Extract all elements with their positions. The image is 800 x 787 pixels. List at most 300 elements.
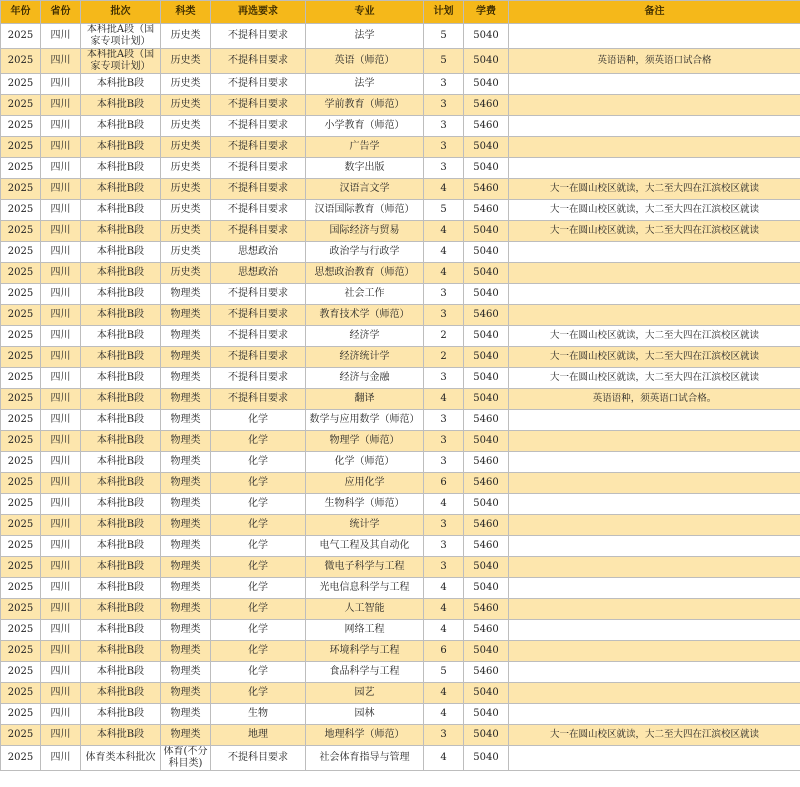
col-tuition-cell: 5460 [464, 305, 509, 326]
col-category-cell: 历史类 [161, 158, 211, 179]
col-year-cell: 2025 [1, 242, 41, 263]
col-province-cell: 四川 [41, 158, 81, 179]
col-notes-cell: 大一在圆山校区就读，大二至大四在江滨校区就读 [509, 725, 800, 746]
col-year-cell: 2025 [1, 95, 41, 116]
col-category-cell: 历史类 [161, 137, 211, 158]
col-category-cell: 物理类 [161, 662, 211, 683]
col-batch-cell: 本科批B段 [81, 95, 161, 116]
col-tuition-cell: 5460 [464, 599, 509, 620]
col-year-cell: 2025 [1, 263, 41, 284]
col-category-cell: 物理类 [161, 641, 211, 662]
col-major-cell: 社会体育指导与管理 [306, 746, 424, 771]
table-row [1, 200, 800, 221]
col-subject-requirement-cell: 不提科目要求 [211, 746, 306, 771]
col-major-cell: 学前教育（师范） [306, 95, 424, 116]
col-category-cell: 物理类 [161, 494, 211, 515]
col-category-cell: 物理类 [161, 725, 211, 746]
col-year-cell: 2025 [1, 221, 41, 242]
col-major-cell: 电气工程及其自动化 [306, 536, 424, 557]
col-plan-cell: 4 [424, 578, 464, 599]
col-plan-cell: 4 [424, 242, 464, 263]
col-year-cell: 2025 [1, 305, 41, 326]
col-subject-requirement-cell: 化学 [211, 536, 306, 557]
col-plan-cell: 3 [424, 95, 464, 116]
col-category-cell: 物理类 [161, 683, 211, 704]
col-batch-cell: 本科批B段 [81, 536, 161, 557]
col-batch-cell: 本科批B段 [81, 431, 161, 452]
col-year-cell: 2025 [1, 389, 41, 410]
table-row [1, 494, 800, 515]
col-notes-cell: 大一在圆山校区就读，大二至大四在江滨校区就读 [509, 179, 800, 200]
col-tuition-cell: 5040 [464, 242, 509, 263]
col-notes-cell: 英语语种，须英语口试合格 [509, 49, 800, 74]
col-batch-cell: 本科批B段 [81, 242, 161, 263]
table-row [1, 242, 800, 263]
table-row [1, 389, 800, 410]
col-plan-cell: 5 [424, 662, 464, 683]
col-batch-cell: 本科批B段 [81, 473, 161, 494]
col-province-cell: 四川 [41, 242, 81, 263]
col-notes-cell [509, 746, 800, 771]
col-plan-cell: 3 [424, 368, 464, 389]
col-tuition-cell: 5460 [464, 116, 509, 137]
col-province-cell: 四川 [41, 662, 81, 683]
col-plan-header: 计划 [424, 1, 464, 24]
col-notes-cell: 大一在圆山校区就读，大二至大四在江滨校区就读 [509, 347, 800, 368]
col-year-cell: 2025 [1, 515, 41, 536]
table-row [1, 683, 800, 704]
col-category-cell: 物理类 [161, 536, 211, 557]
col-notes-cell [509, 578, 800, 599]
col-notes-cell: 大一在圆山校区就读，大二至大四在江滨校区就读 [509, 200, 800, 221]
col-province-header: 省份 [41, 1, 81, 24]
col-province-cell: 四川 [41, 410, 81, 431]
col-year-cell: 2025 [1, 347, 41, 368]
col-tuition-cell: 5040 [464, 137, 509, 158]
col-category-cell: 历史类 [161, 74, 211, 95]
col-province-cell: 四川 [41, 116, 81, 137]
col-batch-cell: 本科批B段 [81, 557, 161, 578]
col-province-cell: 四川 [41, 515, 81, 536]
col-category-cell: 历史类 [161, 263, 211, 284]
col-major-cell: 统计学 [306, 515, 424, 536]
col-plan-cell: 5 [424, 49, 464, 74]
col-plan-cell: 3 [424, 410, 464, 431]
col-subject-requirement-cell: 化学 [211, 599, 306, 620]
col-subject-requirement-cell: 不提科目要求 [211, 347, 306, 368]
col-year-cell: 2025 [1, 620, 41, 641]
col-category-header: 科类 [161, 1, 211, 24]
table-row [1, 431, 800, 452]
col-year-cell: 2025 [1, 137, 41, 158]
col-notes-cell [509, 683, 800, 704]
table-row [1, 473, 800, 494]
col-subject-requirement-cell: 化学 [211, 515, 306, 536]
table-row [1, 641, 800, 662]
col-batch-cell: 本科批B段 [81, 137, 161, 158]
col-year-cell: 2025 [1, 578, 41, 599]
col-notes-cell: 大一在圆山校区就读，大二至大四在江滨校区就读 [509, 368, 800, 389]
col-category-cell: 物理类 [161, 284, 211, 305]
col-major-cell: 经济学 [306, 326, 424, 347]
col-subject-requirement-cell: 不提科目要求 [211, 74, 306, 95]
col-notes-cell [509, 284, 800, 305]
col-plan-cell: 2 [424, 347, 464, 368]
col-subject-requirement-cell: 不提科目要求 [211, 305, 306, 326]
col-category-cell: 物理类 [161, 620, 211, 641]
col-category-cell: 历史类 [161, 95, 211, 116]
col-year-cell: 2025 [1, 641, 41, 662]
col-category-cell: 物理类 [161, 452, 211, 473]
col-province-cell: 四川 [41, 347, 81, 368]
col-notes-cell [509, 116, 800, 137]
table-row [1, 263, 800, 284]
col-subject-requirement-cell: 不提科目要求 [211, 49, 306, 74]
col-major-cell: 小学教育（师范） [306, 116, 424, 137]
col-province-cell: 四川 [41, 431, 81, 452]
col-year-cell: 2025 [1, 284, 41, 305]
col-province-cell: 四川 [41, 49, 81, 74]
col-notes-cell [509, 305, 800, 326]
col-notes-cell [509, 24, 800, 49]
col-category-cell: 历史类 [161, 242, 211, 263]
table-row [1, 515, 800, 536]
col-plan-cell: 4 [424, 683, 464, 704]
col-subject-requirement-cell: 化学 [211, 410, 306, 431]
col-province-cell: 四川 [41, 263, 81, 284]
col-category-cell: 物理类 [161, 410, 211, 431]
col-major-cell: 法学 [306, 74, 424, 95]
col-category-cell: 物理类 [161, 431, 211, 452]
col-major-cell: 政治学与行政学 [306, 242, 424, 263]
col-tuition-cell: 5040 [464, 221, 509, 242]
col-category-cell: 物理类 [161, 305, 211, 326]
col-notes-cell [509, 641, 800, 662]
col-subject-requirement-cell: 不提科目要求 [211, 368, 306, 389]
col-batch-cell: 本科批B段 [81, 158, 161, 179]
col-tuition-cell: 5040 [464, 746, 509, 771]
table-row [1, 284, 800, 305]
table-row [1, 746, 800, 771]
col-subject-requirement-cell: 不提科目要求 [211, 158, 306, 179]
col-province-cell: 四川 [41, 725, 81, 746]
col-notes-cell: 英语语种，须英语口试合格。 [509, 389, 800, 410]
col-province-cell: 四川 [41, 284, 81, 305]
col-tuition-cell: 5040 [464, 24, 509, 49]
col-batch-cell: 本科批B段 [81, 347, 161, 368]
col-major-cell: 国际经济与贸易 [306, 221, 424, 242]
col-year-cell: 2025 [1, 536, 41, 557]
col-subject-requirement-cell: 化学 [211, 578, 306, 599]
col-subject-requirement-cell: 不提科目要求 [211, 95, 306, 116]
col-subject-requirement-cell: 生物 [211, 704, 306, 725]
col-batch-cell: 本科批B段 [81, 389, 161, 410]
table-body [1, 24, 800, 771]
table-row [1, 557, 800, 578]
col-batch-cell: 体育类本科批次 [81, 746, 161, 771]
col-major-cell: 地理科学（师范） [306, 725, 424, 746]
col-subject-requirement-cell: 化学 [211, 557, 306, 578]
col-batch-cell: 本科批B段 [81, 599, 161, 620]
col-batch-cell: 本科批B段 [81, 494, 161, 515]
col-batch-cell: 本科批B段 [81, 284, 161, 305]
col-province-cell: 四川 [41, 599, 81, 620]
col-year-header: 年份 [1, 1, 41, 24]
col-category-cell: 物理类 [161, 578, 211, 599]
table-row [1, 95, 800, 116]
table-row [1, 221, 800, 242]
col-subject-requirement-cell: 不提科目要求 [211, 179, 306, 200]
col-plan-cell: 4 [424, 620, 464, 641]
col-category-cell: 物理类 [161, 368, 211, 389]
col-plan-cell: 4 [424, 179, 464, 200]
col-tuition-cell: 5040 [464, 431, 509, 452]
col-category-cell: 物理类 [161, 347, 211, 368]
col-notes-cell [509, 515, 800, 536]
col-category-cell: 物理类 [161, 326, 211, 347]
col-plan-cell: 4 [424, 746, 464, 771]
col-province-cell: 四川 [41, 620, 81, 641]
col-notes-cell [509, 536, 800, 557]
col-batch-cell: 本科批B段 [81, 578, 161, 599]
col-province-cell: 四川 [41, 74, 81, 95]
col-major-cell: 物理学（师范） [306, 431, 424, 452]
col-tuition-cell: 5460 [464, 452, 509, 473]
col-category-cell: 物理类 [161, 704, 211, 725]
col-batch-cell: 本科批B段 [81, 74, 161, 95]
col-subject-requirement-cell: 化学 [211, 452, 306, 473]
col-province-cell: 四川 [41, 368, 81, 389]
col-plan-cell: 4 [424, 263, 464, 284]
col-plan-cell: 4 [424, 704, 464, 725]
col-province-cell: 四川 [41, 578, 81, 599]
col-year-cell: 2025 [1, 431, 41, 452]
col-notes-cell [509, 557, 800, 578]
col-plan-cell: 3 [424, 74, 464, 95]
col-year-cell: 2025 [1, 368, 41, 389]
col-notes-cell: 大一在圆山校区就读，大二至大四在江滨校区就读 [509, 326, 800, 347]
col-batch-cell: 本科批B段 [81, 725, 161, 746]
table-row [1, 137, 800, 158]
col-category-cell: 历史类 [161, 221, 211, 242]
col-major-cell: 汉语言文学 [306, 179, 424, 200]
col-major-cell: 法学 [306, 24, 424, 49]
col-province-cell: 四川 [41, 326, 81, 347]
col-year-cell: 2025 [1, 410, 41, 431]
col-notes-cell [509, 662, 800, 683]
col-major-cell: 园林 [306, 704, 424, 725]
col-year-cell: 2025 [1, 662, 41, 683]
col-batch-cell: 本科批B段 [81, 641, 161, 662]
col-major-cell: 微电子科学与工程 [306, 557, 424, 578]
col-subject-requirement-cell: 思想政治 [211, 263, 306, 284]
col-plan-cell: 6 [424, 641, 464, 662]
col-batch-cell: 本科批B段 [81, 368, 161, 389]
col-province-cell: 四川 [41, 389, 81, 410]
col-tuition-cell: 5460 [464, 179, 509, 200]
col-plan-cell: 4 [424, 599, 464, 620]
col-batch-cell: 本科批B段 [81, 263, 161, 284]
col-category-cell: 体育(不分科目类) [161, 746, 211, 771]
col-subject-requirement-cell: 不提科目要求 [211, 284, 306, 305]
col-major-header: 专业 [306, 1, 424, 24]
col-subject-requirement-cell: 化学 [211, 431, 306, 452]
col-major-cell: 数学与应用数学（师范） [306, 410, 424, 431]
col-plan-cell: 5 [424, 24, 464, 49]
col-batch-cell: 本科批B段 [81, 116, 161, 137]
col-tuition-cell: 5040 [464, 263, 509, 284]
col-subject-requirement-cell: 化学 [211, 620, 306, 641]
table-header [1, 1, 800, 24]
col-year-cell: 2025 [1, 179, 41, 200]
col-major-cell: 人工智能 [306, 599, 424, 620]
table-row [1, 578, 800, 599]
col-year-cell: 2025 [1, 74, 41, 95]
col-major-cell: 社会工作 [306, 284, 424, 305]
col-subject-requirement-cell: 化学 [211, 641, 306, 662]
col-subject-requirement-cell: 不提科目要求 [211, 389, 306, 410]
col-plan-cell: 3 [424, 158, 464, 179]
col-year-cell: 2025 [1, 200, 41, 221]
col-plan-cell: 3 [424, 557, 464, 578]
col-year-cell: 2025 [1, 473, 41, 494]
col-year-cell: 2025 [1, 326, 41, 347]
col-province-cell: 四川 [41, 641, 81, 662]
col-tuition-cell: 5460 [464, 473, 509, 494]
col-plan-cell: 3 [424, 725, 464, 746]
col-tuition-cell: 5040 [464, 641, 509, 662]
table-row [1, 305, 800, 326]
col-subject-requirement-cell: 化学 [211, 662, 306, 683]
col-tuition-cell: 5040 [464, 326, 509, 347]
table-row [1, 599, 800, 620]
col-tuition-cell: 5460 [464, 620, 509, 641]
col-major-cell: 经济与金融 [306, 368, 424, 389]
col-tuition-cell: 5460 [464, 515, 509, 536]
col-batch-cell: 本科批B段 [81, 662, 161, 683]
col-province-cell: 四川 [41, 557, 81, 578]
col-subject-requirement-cell: 不提科目要求 [211, 137, 306, 158]
col-major-cell: 化学（师范） [306, 452, 424, 473]
col-major-cell: 教育技术学（师范） [306, 305, 424, 326]
table-row [1, 725, 800, 746]
col-major-cell: 园艺 [306, 683, 424, 704]
col-batch-cell: 本科批B段 [81, 305, 161, 326]
col-subject-requirement-cell: 思想政治 [211, 242, 306, 263]
col-major-cell: 食品科学与工程 [306, 662, 424, 683]
table-row [1, 347, 800, 368]
col-notes-cell [509, 599, 800, 620]
col-tuition-cell: 5040 [464, 557, 509, 578]
col-subject-requirement-cell: 化学 [211, 683, 306, 704]
col-plan-cell: 3 [424, 452, 464, 473]
col-plan-cell: 3 [424, 284, 464, 305]
col-notes-cell [509, 410, 800, 431]
col-major-cell: 数字出版 [306, 158, 424, 179]
col-year-cell: 2025 [1, 116, 41, 137]
col-subject-requirement-cell: 化学 [211, 494, 306, 515]
col-tuition-cell: 5460 [464, 95, 509, 116]
col-plan-cell: 3 [424, 305, 464, 326]
col-plan-cell: 3 [424, 431, 464, 452]
col-tuition-cell: 5040 [464, 683, 509, 704]
col-province-cell: 四川 [41, 494, 81, 515]
col-province-cell: 四川 [41, 95, 81, 116]
col-major-cell: 环境科学与工程 [306, 641, 424, 662]
col-year-cell: 2025 [1, 683, 41, 704]
col-notes-cell [509, 263, 800, 284]
table-row [1, 536, 800, 557]
col-subject-requirement-cell: 不提科目要求 [211, 24, 306, 49]
col-category-cell: 历史类 [161, 116, 211, 137]
col-tuition-cell: 5040 [464, 368, 509, 389]
col-major-cell: 汉语国际教育（师范） [306, 200, 424, 221]
col-plan-cell: 6 [424, 473, 464, 494]
col-notes-cell [509, 74, 800, 95]
col-tuition-cell: 5040 [464, 725, 509, 746]
table-row [1, 452, 800, 473]
col-year-cell: 2025 [1, 49, 41, 74]
col-tuition-cell: 5040 [464, 284, 509, 305]
col-province-cell: 四川 [41, 179, 81, 200]
col-batch-cell: 本科批B段 [81, 221, 161, 242]
table-row [1, 158, 800, 179]
col-tuition-cell: 5040 [464, 389, 509, 410]
col-tuition-cell: 5460 [464, 662, 509, 683]
col-batch-cell: 本科批B段 [81, 515, 161, 536]
col-notes-header: 备注 [509, 1, 800, 24]
col-year-cell: 2025 [1, 704, 41, 725]
col-tuition-cell: 5040 [464, 494, 509, 515]
col-notes-cell [509, 620, 800, 641]
col-tuition-header: 学费 [464, 1, 509, 24]
col-province-cell: 四川 [41, 452, 81, 473]
col-year-cell: 2025 [1, 494, 41, 515]
col-category-cell: 物理类 [161, 599, 211, 620]
col-province-cell: 四川 [41, 746, 81, 771]
col-year-cell: 2025 [1, 746, 41, 771]
col-province-cell: 四川 [41, 137, 81, 158]
table-row [1, 368, 800, 389]
col-notes-cell [509, 704, 800, 725]
col-category-cell: 物理类 [161, 473, 211, 494]
col-province-cell: 四川 [41, 24, 81, 49]
table-row [1, 49, 800, 74]
col-category-cell: 物理类 [161, 557, 211, 578]
col-tuition-cell: 5040 [464, 704, 509, 725]
col-tuition-cell: 5040 [464, 74, 509, 95]
col-notes-cell [509, 431, 800, 452]
table-row [1, 179, 800, 200]
col-major-cell: 网络工程 [306, 620, 424, 641]
col-category-cell: 历史类 [161, 24, 211, 49]
col-notes-cell [509, 473, 800, 494]
col-plan-cell: 4 [424, 389, 464, 410]
col-notes-cell [509, 95, 800, 116]
col-notes-cell [509, 242, 800, 263]
table-row [1, 326, 800, 347]
col-major-cell: 广告学 [306, 137, 424, 158]
col-plan-cell: 4 [424, 494, 464, 515]
col-notes-cell [509, 494, 800, 515]
col-year-cell: 2025 [1, 725, 41, 746]
col-tuition-cell: 5460 [464, 536, 509, 557]
col-plan-cell: 3 [424, 116, 464, 137]
header-row [1, 1, 800, 24]
col-plan-cell: 4 [424, 221, 464, 242]
col-notes-cell [509, 137, 800, 158]
col-major-cell: 思想政治教育（师范） [306, 263, 424, 284]
